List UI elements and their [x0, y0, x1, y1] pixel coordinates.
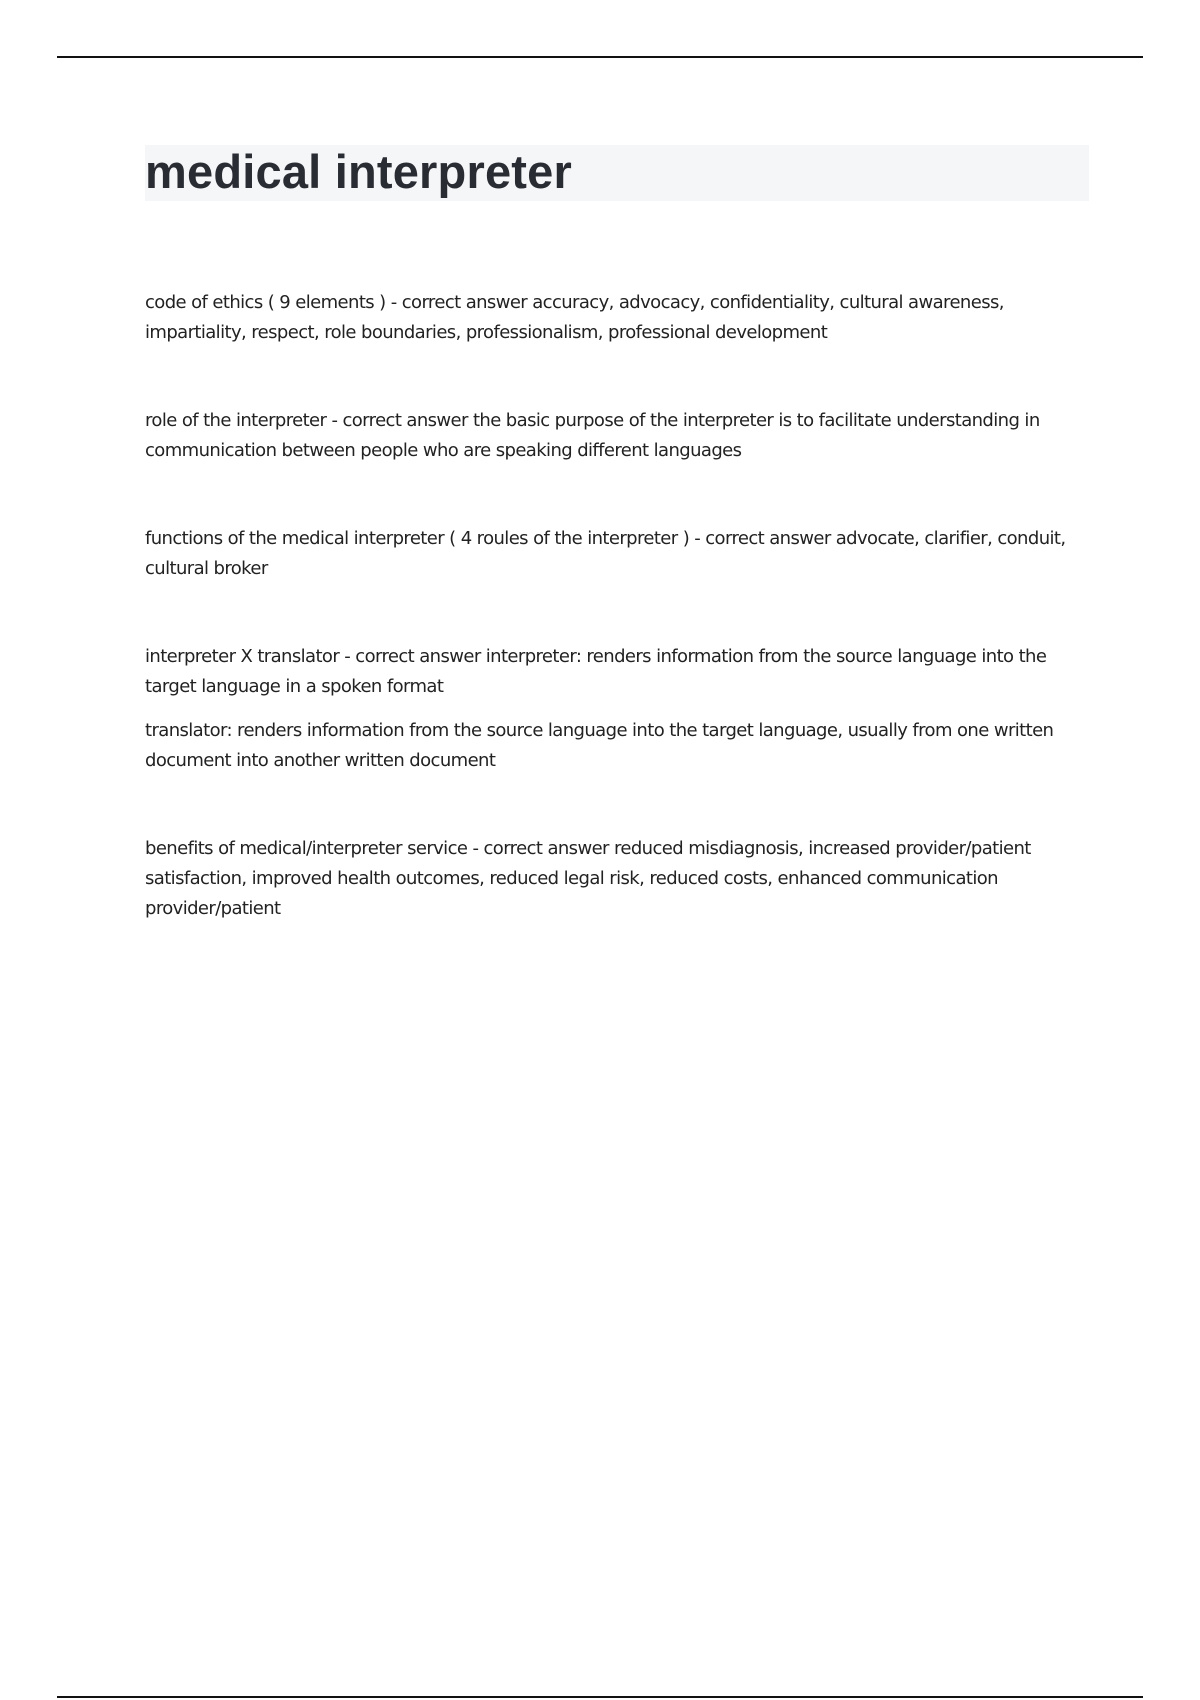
bottom-divider [57, 1696, 1143, 1698]
entry-text: code of ethics ( 9 elements ) - correct answer accuracy, advocacy, confidentiality, cultural awareness, impartiality, respect, role boundaries, professionalism, professional development [145, 292, 1004, 343]
entry-interpreter-vs-translator [145, 642, 1090, 776]
entry-benefits-of-service [145, 834, 1090, 924]
entry-role-of-interpreter [145, 406, 1090, 466]
top-divider [57, 56, 1143, 58]
entry-text: role of the interpreter - correct answer the basic purpose of the interpreter is to facilitate understanding in communication between people who are speaking different languages [145, 410, 1040, 461]
document-body [145, 288, 1090, 982]
entry-code-of-ethics [145, 288, 1090, 348]
entry-text: functions of the medical interpreter ( 4 roules of the interpreter ) - correct answer advocate, clarifier, conduit, cultural broker [145, 528, 1066, 579]
entry-text: interpreter X translator - correct answer interpreter: renders information from the source language into the target language in a spoken format [145, 646, 1047, 697]
entry-text: benefits of medical/interpreter service - correct answer reduced misdiagnosis, increased provider/patient satisfaction, improved health outcomes, reduced legal risk, reduced costs, enhanced communication provider/patient [145, 838, 1031, 919]
entry-text-continued: translator: renders information from the source language into the target language, usually from one written document into another written document [145, 720, 1054, 771]
entry-functions-of-interpreter [145, 524, 1090, 584]
page-title: medical interpreter [145, 145, 572, 198]
